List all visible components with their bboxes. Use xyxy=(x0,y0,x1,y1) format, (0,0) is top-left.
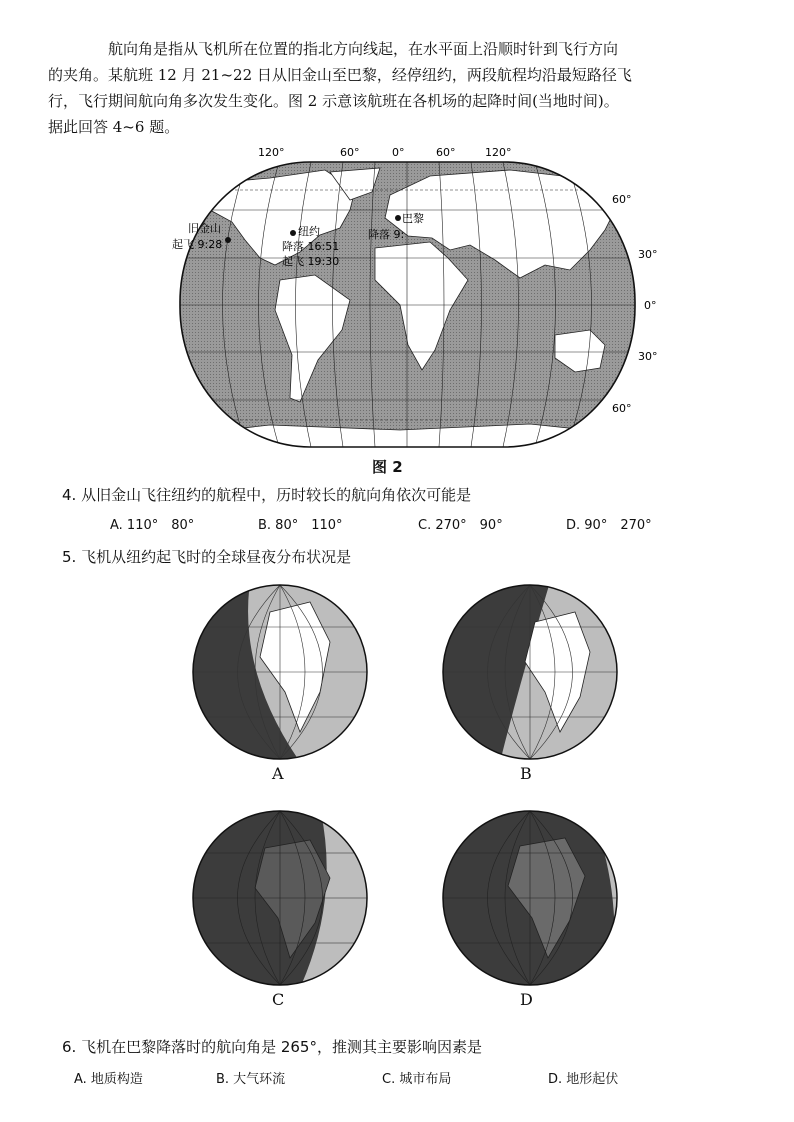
q6-option-d: D. 地形起伏 xyxy=(548,1072,619,1087)
san-francisco-takeoff: 起飞 9:28 xyxy=(172,238,223,251)
lon-label-60e: 60° xyxy=(436,146,456,159)
question-5-stem: 5. 飞机从纽约起飞时的全球昼夜分布状况是 xyxy=(62,548,352,566)
globe-a-label: A xyxy=(272,764,284,783)
globe-c xyxy=(190,808,370,988)
lat-label-0: 0° xyxy=(644,299,657,312)
q6-option-a: A. 地质构造 xyxy=(74,1072,143,1087)
lat-label-30s: 30° xyxy=(638,350,658,363)
q4-option-c: C. 270° 90° xyxy=(418,518,503,533)
q4-option-b: B. 80° 110° xyxy=(258,518,343,533)
intro-line-4: 据此回答 4~6 题。 xyxy=(48,118,180,136)
lon-label-0: 0° xyxy=(392,146,405,159)
q6-option-b: B. 大气环流 xyxy=(216,1072,286,1087)
lat-label-60s: 60° xyxy=(612,402,632,415)
globe-b xyxy=(440,582,620,762)
figure-caption: 图 2 xyxy=(372,458,403,476)
question-4-stem: 4. 从旧金山飞往纽约的航程中，历时较长的航向角依次可能是 xyxy=(62,486,472,504)
new-york-dot xyxy=(290,230,296,236)
intro-line-3: 行，飞行期间航向角多次发生变化。图 2 示意该航班在各机场的起降时间(当地时间)。 xyxy=(48,92,619,110)
globe-d xyxy=(440,808,620,988)
q4-option-a: A. 110° 80° xyxy=(110,518,195,533)
new-york-landing: 降落 16:51 xyxy=(282,240,340,253)
paris-label: 巴黎 xyxy=(402,212,424,225)
lat-label-30n: 30° xyxy=(638,248,658,261)
lon-label-120e: 120° xyxy=(485,146,512,159)
paris-landing: 降落 9: xyxy=(368,228,405,241)
q6-option-c: C. 城市布局 xyxy=(382,1072,452,1087)
san-francisco-label: 旧金山 xyxy=(188,222,221,235)
globe-d-label: D xyxy=(520,990,533,1009)
san-francisco-dot xyxy=(225,237,231,243)
lon-label-60w: 60° xyxy=(340,146,360,159)
intro-line-1: 航向角是指从飞机所在位置的指北方向线起，在水平面上沿顺时针到飞行方向 xyxy=(108,40,619,58)
q4-option-d: D. 90° 270° xyxy=(566,518,652,533)
intro-paragraph xyxy=(48,36,748,140)
question-6-stem: 6. 飞机在巴黎降落时的航向角是 265°，推测其主要影响因素是 xyxy=(62,1038,482,1056)
new-york-takeoff: 起飞 19:30 xyxy=(282,255,340,268)
lat-label-60n: 60° xyxy=(612,193,632,206)
globe-b-label: B xyxy=(520,764,532,783)
world-map xyxy=(150,140,670,455)
globe-a xyxy=(190,582,370,762)
paris-dot xyxy=(395,215,401,221)
lon-label-120w: 120° xyxy=(258,146,285,159)
new-york-label: 纽约 xyxy=(298,225,320,238)
globe-c-label: C xyxy=(272,990,285,1009)
intro-line-2: 的夹角。某航班 12 月 21~22 日从旧金山至巴黎，经停纽约，两段航程均沿最短路径飞 xyxy=(48,66,632,84)
